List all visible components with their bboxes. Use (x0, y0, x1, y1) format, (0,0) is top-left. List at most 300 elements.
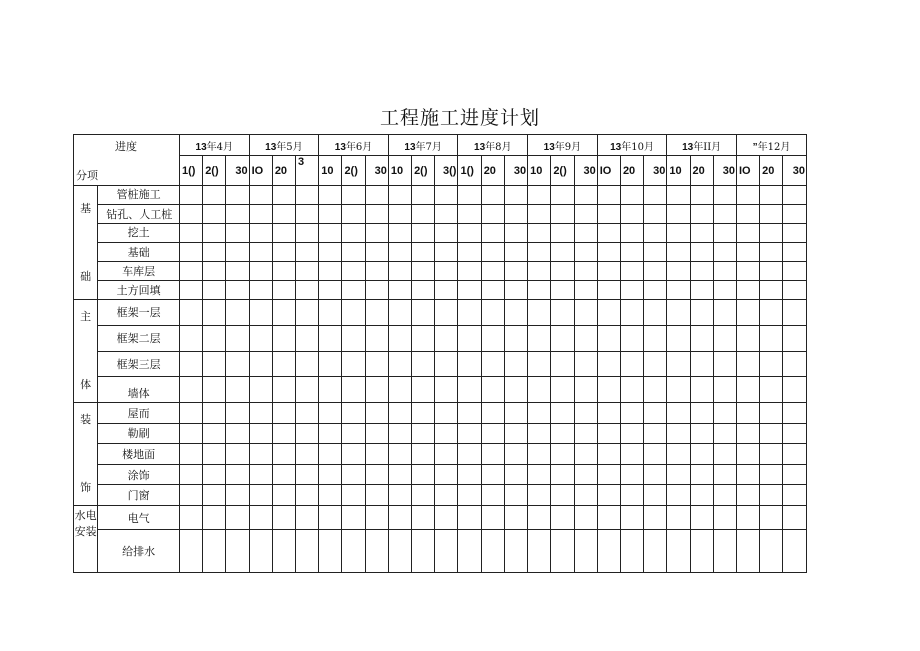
schedule-cell (783, 485, 807, 506)
schedule-cell (551, 186, 574, 205)
task-row (74, 444, 807, 465)
schedule-cell (690, 243, 713, 262)
day-header: 30 (713, 156, 736, 186)
schedule-cell (713, 243, 736, 262)
schedule-cell (179, 300, 202, 326)
schedule-cell (644, 485, 667, 506)
schedule-cell (620, 485, 643, 506)
schedule-cell (528, 186, 551, 205)
day-header: 30 (504, 156, 527, 186)
schedule-cell (435, 464, 458, 485)
schedule-cell (597, 351, 620, 377)
schedule-cell (458, 464, 481, 485)
schedule-cell (342, 262, 365, 281)
schedule-cell (249, 243, 272, 262)
schedule-cell (203, 423, 226, 444)
schedule-cell (667, 377, 690, 403)
schedule-cell (736, 464, 759, 485)
task-name: 挖土 (98, 224, 180, 243)
schedule-cell (388, 444, 411, 465)
schedule-cell (620, 262, 643, 281)
schedule-cell (736, 281, 759, 300)
schedule-cell (203, 351, 226, 377)
schedule-cell (597, 325, 620, 351)
task-name: 基础 (98, 243, 180, 262)
schedule-cell (713, 444, 736, 465)
schedule-cell (365, 403, 388, 424)
schedule-cell (203, 444, 226, 465)
month-name: 年7月 (415, 141, 442, 153)
schedule-cell (760, 262, 783, 281)
schedule-cell (179, 485, 202, 506)
schedule-cell (760, 243, 783, 262)
schedule-cell (481, 423, 504, 444)
month-header (388, 135, 458, 156)
schedule-cell (365, 351, 388, 377)
schedule-cell (203, 205, 226, 224)
task-row (74, 403, 807, 424)
schedule-cell (574, 351, 597, 377)
schedule-cell (481, 464, 504, 485)
schedule-cell (435, 262, 458, 281)
schedule-cell (481, 262, 504, 281)
category-cell (74, 506, 98, 573)
day-header: IO (736, 156, 759, 186)
schedule-cell (435, 403, 458, 424)
schedule-cell (342, 506, 365, 530)
schedule-cell (435, 506, 458, 530)
schedule-cell (272, 423, 295, 444)
schedule-cell (504, 205, 527, 224)
task-row (74, 281, 807, 300)
task-name: 电气 (98, 506, 180, 530)
schedule-cell (342, 205, 365, 224)
schedule-cell (667, 506, 690, 530)
month-year: 13 (195, 141, 207, 153)
category-label: 装 饰 (80, 413, 92, 494)
schedule-cell (226, 281, 249, 300)
schedule-cell (783, 186, 807, 205)
schedule-cell (783, 464, 807, 485)
schedule-cell (435, 224, 458, 243)
schedule-cell (783, 423, 807, 444)
schedule-cell (620, 423, 643, 444)
schedule-cell (760, 530, 783, 573)
schedule-cell (620, 403, 643, 424)
day-header: 20 (760, 156, 783, 186)
month-year: 13 (404, 141, 416, 153)
schedule-cell (528, 377, 551, 403)
task-row (74, 351, 807, 377)
schedule-cell (203, 485, 226, 506)
schedule-cell (203, 377, 226, 403)
schedule-cell (481, 300, 504, 326)
schedule-cell (736, 485, 759, 506)
schedule-cell (203, 224, 226, 243)
schedule-cell (690, 403, 713, 424)
schedule-cell (296, 243, 319, 262)
schedule-cell (760, 325, 783, 351)
schedule-cell (458, 243, 481, 262)
schedule-cell (226, 300, 249, 326)
schedule-cell (644, 351, 667, 377)
schedule-cell (412, 485, 435, 506)
schedule-cell (296, 403, 319, 424)
schedule-cell (574, 464, 597, 485)
schedule-cell (203, 530, 226, 573)
month-year: 13 (610, 141, 622, 153)
schedule-cell (179, 205, 202, 224)
schedule-cell (226, 444, 249, 465)
schedule-cell (690, 224, 713, 243)
schedule-cell (296, 351, 319, 377)
schedule-cell (226, 224, 249, 243)
schedule-cell (203, 403, 226, 424)
month-name: 年6月 (345, 141, 373, 153)
month-header (458, 135, 528, 156)
schedule-cell (713, 377, 736, 403)
schedule-cell (319, 325, 342, 351)
schedule-cell (736, 243, 759, 262)
schedule-cell (388, 423, 411, 444)
schedule-cell (667, 485, 690, 506)
schedule-cell (690, 423, 713, 444)
task-row (74, 377, 807, 403)
schedule-cell (412, 464, 435, 485)
day-header: 2() (412, 156, 435, 186)
schedule-cell (667, 423, 690, 444)
schedule-cell (342, 377, 365, 403)
task-name: 涂饰 (98, 464, 180, 485)
schedule-cell (388, 243, 411, 262)
schedule-cell (736, 377, 759, 403)
schedule-cell (435, 186, 458, 205)
task-name: 框架二层 (98, 325, 180, 351)
schedule-cell (504, 351, 527, 377)
schedule-table (73, 134, 807, 573)
schedule-cell (713, 224, 736, 243)
schedule-cell (226, 262, 249, 281)
schedule-cell (388, 351, 411, 377)
day-header: 10 (388, 156, 411, 186)
schedule-cell (644, 224, 667, 243)
schedule-cell (528, 403, 551, 424)
schedule-cell (667, 243, 690, 262)
schedule-cell (481, 325, 504, 351)
schedule-cell (644, 464, 667, 485)
schedule-cell (713, 300, 736, 326)
task-row (74, 325, 807, 351)
schedule-cell (272, 325, 295, 351)
header-corner (74, 135, 180, 186)
category-label: 水电 安装 (74, 509, 97, 538)
schedule-cell (481, 403, 504, 424)
schedule-cell (713, 281, 736, 300)
day-header: 10 (319, 156, 342, 186)
schedule-cell (388, 186, 411, 205)
schedule-cell (342, 403, 365, 424)
schedule-cell (458, 506, 481, 530)
schedule-cell (504, 506, 527, 530)
schedule-cell (435, 300, 458, 326)
schedule-cell (667, 325, 690, 351)
schedule-cell (388, 377, 411, 403)
schedule-cell (458, 444, 481, 465)
task-row (74, 205, 807, 224)
schedule-cell (620, 186, 643, 205)
schedule-cell (690, 186, 713, 205)
schedule-cell (388, 262, 411, 281)
schedule-cell (736, 300, 759, 326)
schedule-cell (504, 530, 527, 573)
schedule-cell (272, 464, 295, 485)
progress-label: 进度 (114, 140, 137, 153)
schedule-cell (783, 403, 807, 424)
schedule-cell (365, 186, 388, 205)
schedule-cell (249, 403, 272, 424)
schedule-cell (272, 281, 295, 300)
task-name: 框架一层 (98, 300, 180, 326)
schedule-cell (551, 262, 574, 281)
schedule-cell (597, 423, 620, 444)
schedule-cell (574, 403, 597, 424)
schedule-cell (504, 262, 527, 281)
schedule-cell (597, 377, 620, 403)
schedule-cell (296, 485, 319, 506)
schedule-cell (620, 351, 643, 377)
schedule-cell (736, 224, 759, 243)
schedule-cell (342, 243, 365, 262)
schedule-cell (412, 377, 435, 403)
schedule-cell (249, 506, 272, 530)
month-year: ” (752, 141, 758, 153)
schedule-cell (342, 464, 365, 485)
schedule-cell (574, 224, 597, 243)
schedule-cell (481, 186, 504, 205)
schedule-cell (597, 224, 620, 243)
schedule-cell (713, 262, 736, 281)
schedule-cell (504, 464, 527, 485)
schedule-cell (179, 444, 202, 465)
schedule-cell (574, 300, 597, 326)
schedule-cell (203, 300, 226, 326)
schedule-cell (690, 377, 713, 403)
schedule-cell (412, 205, 435, 224)
schedule-cell (319, 243, 342, 262)
schedule-cell (249, 485, 272, 506)
schedule-cell (690, 485, 713, 506)
schedule-cell (551, 444, 574, 465)
schedule-cell (667, 444, 690, 465)
schedule-cell (365, 444, 388, 465)
schedule-cell (272, 485, 295, 506)
schedule-cell (551, 205, 574, 224)
schedule-cell (458, 403, 481, 424)
schedule-cell (690, 205, 713, 224)
day-header: 10 (528, 156, 551, 186)
schedule-cell (481, 506, 504, 530)
day-header: 20 (620, 156, 643, 186)
schedule-cell (574, 485, 597, 506)
schedule-cell (713, 403, 736, 424)
schedule-cell (365, 281, 388, 300)
month-name: 年II月 (693, 141, 722, 153)
schedule-cell (296, 300, 319, 326)
schedule-cell (319, 377, 342, 403)
schedule-cell (760, 464, 783, 485)
day-header: 3() (435, 156, 458, 186)
schedule-cell (481, 351, 504, 377)
schedule-cell (481, 205, 504, 224)
schedule-cell (736, 262, 759, 281)
schedule-cell (319, 485, 342, 506)
schedule-cell (528, 351, 551, 377)
schedule-cell (551, 464, 574, 485)
schedule-cell (179, 506, 202, 530)
schedule-cell (249, 224, 272, 243)
schedule-cell (272, 530, 295, 573)
day-header: 20 (272, 156, 295, 186)
schedule-cell (504, 224, 527, 243)
task-name: 框架三层 (98, 351, 180, 377)
day-header: 30 (574, 156, 597, 186)
schedule-cell (388, 506, 411, 530)
schedule-cell (667, 205, 690, 224)
schedule-cell (504, 281, 527, 300)
day-header: 30 (365, 156, 388, 186)
schedule-cell (713, 325, 736, 351)
schedule-cell (388, 300, 411, 326)
schedule-cell (319, 423, 342, 444)
schedule-cell (667, 351, 690, 377)
schedule-cell (412, 224, 435, 243)
day-header: IO (249, 156, 272, 186)
schedule-cell (783, 351, 807, 377)
schedule-cell (319, 262, 342, 281)
schedule-cell (620, 506, 643, 530)
day-header: 20 (481, 156, 504, 186)
month-header (597, 135, 667, 156)
schedule-cell (597, 262, 620, 281)
schedule-cell (272, 403, 295, 424)
schedule-cell (226, 530, 249, 573)
schedule-cell (272, 444, 295, 465)
schedule-cell (620, 377, 643, 403)
month-header (179, 135, 249, 156)
schedule-cell (319, 444, 342, 465)
schedule-cell (667, 262, 690, 281)
task-row (74, 423, 807, 444)
schedule-cell (388, 485, 411, 506)
schedule-cell (435, 205, 458, 224)
month-header (528, 135, 598, 156)
schedule-cell (249, 325, 272, 351)
schedule-cell (644, 243, 667, 262)
schedule-cell (226, 403, 249, 424)
schedule-cell (435, 325, 458, 351)
month-name: 年12月 (757, 141, 791, 153)
schedule-cell (342, 224, 365, 243)
schedule-cell (597, 186, 620, 205)
category-cell (74, 300, 98, 403)
schedule-cell (203, 464, 226, 485)
schedule-cell (272, 224, 295, 243)
schedule-cell (574, 243, 597, 262)
month-year: 13 (682, 141, 694, 153)
schedule-cell (319, 281, 342, 300)
schedule-cell (528, 262, 551, 281)
schedule-cell (713, 506, 736, 530)
schedule-cell (296, 281, 319, 300)
schedule-cell (296, 464, 319, 485)
schedule-cell (644, 377, 667, 403)
schedule-cell (504, 186, 527, 205)
schedule-cell (296, 377, 319, 403)
schedule-cell (365, 464, 388, 485)
schedule-cell (319, 403, 342, 424)
schedule-cell (412, 444, 435, 465)
month-header (667, 135, 737, 156)
schedule-cell (388, 224, 411, 243)
category-label: 主 体 (80, 310, 92, 391)
task-name: 管桩施工 (98, 186, 180, 205)
schedule-cell (203, 506, 226, 530)
month-name: 年10月 (621, 141, 654, 153)
schedule-cell (412, 403, 435, 424)
schedule-cell (179, 186, 202, 205)
schedule-cell (551, 423, 574, 444)
schedule-cell (249, 351, 272, 377)
schedule-cell (760, 444, 783, 465)
schedule-cell (458, 205, 481, 224)
schedule-cell (504, 377, 527, 403)
schedule-cell (597, 403, 620, 424)
schedule-cell (458, 377, 481, 403)
month-header (319, 135, 389, 156)
schedule-cell (226, 464, 249, 485)
schedule-cell (179, 423, 202, 444)
schedule-cell (644, 262, 667, 281)
schedule-cell (179, 464, 202, 485)
schedule-cell (644, 423, 667, 444)
schedule-cell (736, 444, 759, 465)
schedule-cell (620, 444, 643, 465)
schedule-cell (203, 186, 226, 205)
schedule-cell (342, 300, 365, 326)
schedule-cell (272, 186, 295, 205)
schedule-cell (690, 464, 713, 485)
schedule-cell (203, 262, 226, 281)
schedule-cell (272, 377, 295, 403)
schedule-cell (342, 530, 365, 573)
schedule-cell (249, 262, 272, 281)
schedule-cell (504, 423, 527, 444)
schedule-cell (319, 506, 342, 530)
category-cell (74, 403, 98, 506)
schedule-cell (458, 281, 481, 300)
schedule-cell (342, 485, 365, 506)
schedule-cell (783, 205, 807, 224)
schedule-cell (690, 325, 713, 351)
schedule-cell (458, 530, 481, 573)
schedule-cell (365, 325, 388, 351)
schedule-cell (388, 325, 411, 351)
schedule-cell (736, 325, 759, 351)
day-header-row (74, 156, 807, 186)
schedule-cell (249, 423, 272, 444)
schedule-cell (435, 485, 458, 506)
schedule-cell (249, 464, 272, 485)
